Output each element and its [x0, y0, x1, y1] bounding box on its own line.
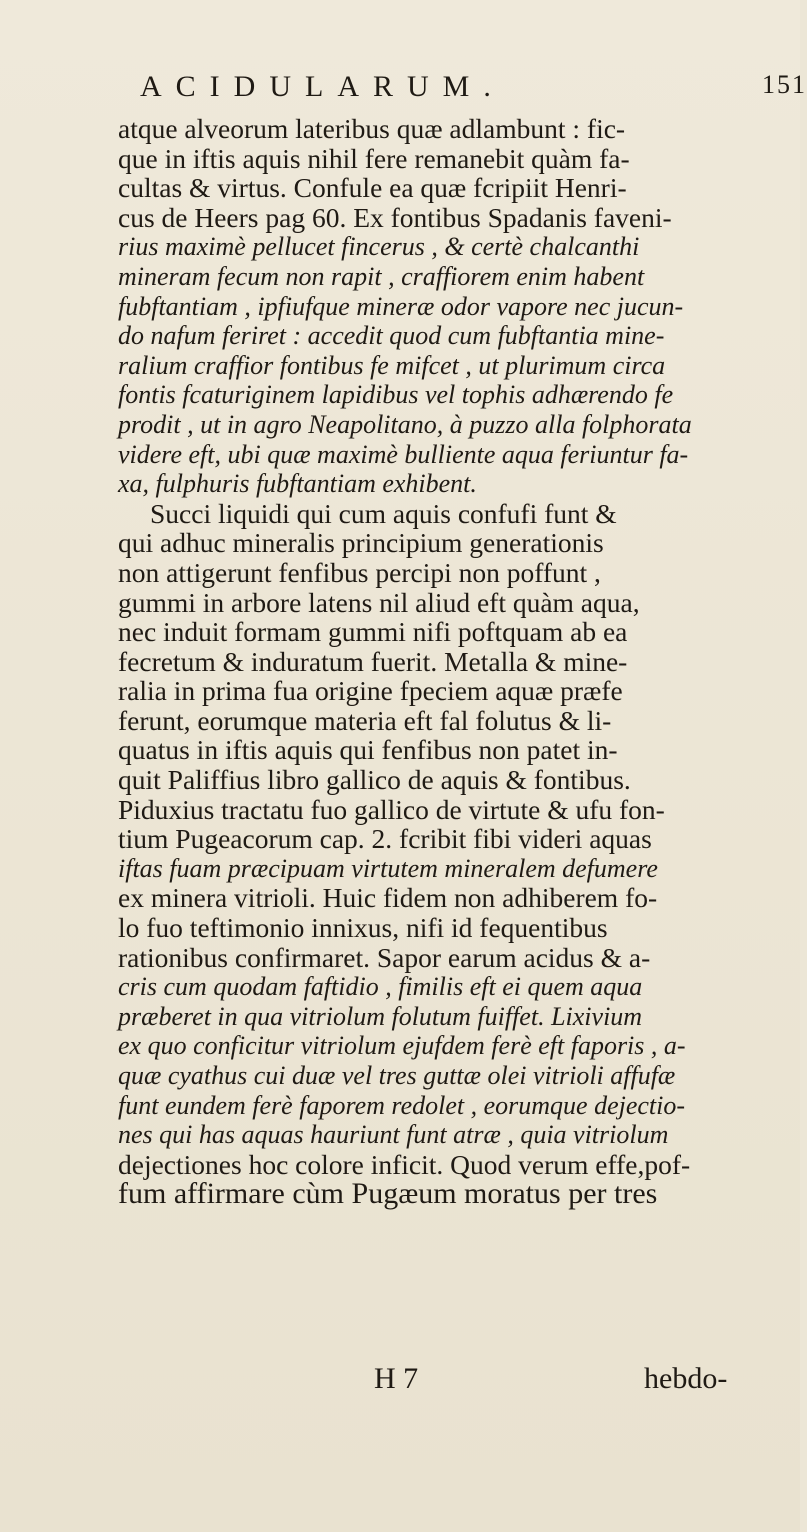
text-line: ferunt, eorumque materia eft fal folutus & li-	[118, 704, 612, 736]
text-line: cus de Heers pag 60. Ex fontibus Spadanis faveni-	[118, 201, 672, 233]
text-line: xa, fulphuris fubftantiam exhibent.	[118, 469, 477, 499]
text-line: quatus in iftis aquis qui fenfibus non patet in-	[118, 734, 618, 766]
text-line: ex minera vitrioli. Huic fidem non adhiberem fo-	[118, 882, 658, 914]
page-number: 151	[762, 70, 807, 99]
text-line: ralia in prima fua origine fpeciem aquæ præfe	[118, 675, 623, 707]
text-line: Piduxius tractatu fuo gallico de virtute & ufu fon-	[118, 793, 665, 825]
text-line: atque alveorum lateribus quæ adlambunt : fic-	[118, 113, 626, 144]
text-line: mineram fecum non rapit , craffiorem enim habent	[118, 261, 645, 291]
text-line: rius maximè pellucet fincerus , & certè chalcanthi	[118, 232, 640, 262]
signature-mark: H 7	[374, 1362, 419, 1395]
text-line: cris cum quodam faftidio , fimilis eft ei quem aqua	[118, 972, 643, 1002]
text-line: gummi in arbore latens nil aliud eft quàm aqua,	[118, 586, 640, 618]
text-line: ex quo conficitur vitriolum ejufdem ferè eft faporis , a-	[118, 1031, 686, 1061]
text-line: fontis fcaturiginem lapidibus vel tophis adhærendo fe	[118, 380, 674, 410]
text-line: do nafum feriret : accedit quod cum fubftantia mine-	[118, 321, 665, 351]
text-line: dejectiones hoc colore inficit. Quod verum effe,pof-	[118, 1148, 691, 1180]
text-line: qui adhuc mineralis principium generationis	[118, 527, 604, 559]
text-line: ralium craffior fontibus fe mifcet , ut plurimum circa	[118, 350, 666, 380]
text-line: rationibus confirmaret. Sapor earum acidus & a-	[118, 941, 651, 973]
text-line: non attigerunt fenfibus percipi non poffunt ,	[118, 556, 601, 588]
text-line: fum affirmare cùm Pugæum moratus per tres	[118, 1177, 658, 1211]
text-line: nec induit formam gummi nifi poftquam ab ea	[118, 616, 628, 648]
text-line: quæ cyathus cui duæ vel tres guttæ olei vitrioli affufæ	[118, 1061, 676, 1090]
text-line: iftas fuam præcipuam virtutem mineralem defumere	[118, 853, 658, 883]
text-line: videre eft, ubi quæ maximè bulliente aqua feriuntur fa-	[118, 439, 689, 469]
text-line: quit Paliffius libro gallico de aquis & fontibus.	[118, 764, 631, 796]
text-line: fubftantiam , ipfiufque mineræ odor vapore nec jucun-	[118, 291, 684, 321]
text-line: nes qui has aquas hauriunt funt atræ , quia vitriolum	[118, 1120, 669, 1150]
text-line: funt eundem ferè faporem redolet , eorumque dejectio-	[118, 1090, 686, 1120]
text-line: que in iftis aquis nihil fere remanebit quàm fa-	[118, 142, 630, 174]
body-text	[118, 114, 798, 1209]
text-line: cultas & virtus. Confule ea quæ fcripiit Henri-	[118, 172, 627, 204]
text-line: præberet in qua vitriolum folutum fuiffet. Lixivium	[118, 1001, 643, 1031]
text-line: prodit , ut in agro Neapolitano, à puzzo alla folphorata	[118, 409, 692, 439]
catchword: hebdo-	[644, 1362, 728, 1395]
text-line: tium Pugeacorum cap. 2. fcribit fibi videri aquas	[118, 823, 652, 855]
text-line: Succi liquidi qui cum aquis confufi funt &	[150, 497, 617, 529]
running-title: ACIDULARUM.	[140, 70, 505, 103]
text-line: lo fuo teftimonio innixus, nifi id fequentibus	[118, 912, 608, 944]
text-line: fecretum & induratum fuerit. Metalla & mine-	[118, 645, 628, 677]
